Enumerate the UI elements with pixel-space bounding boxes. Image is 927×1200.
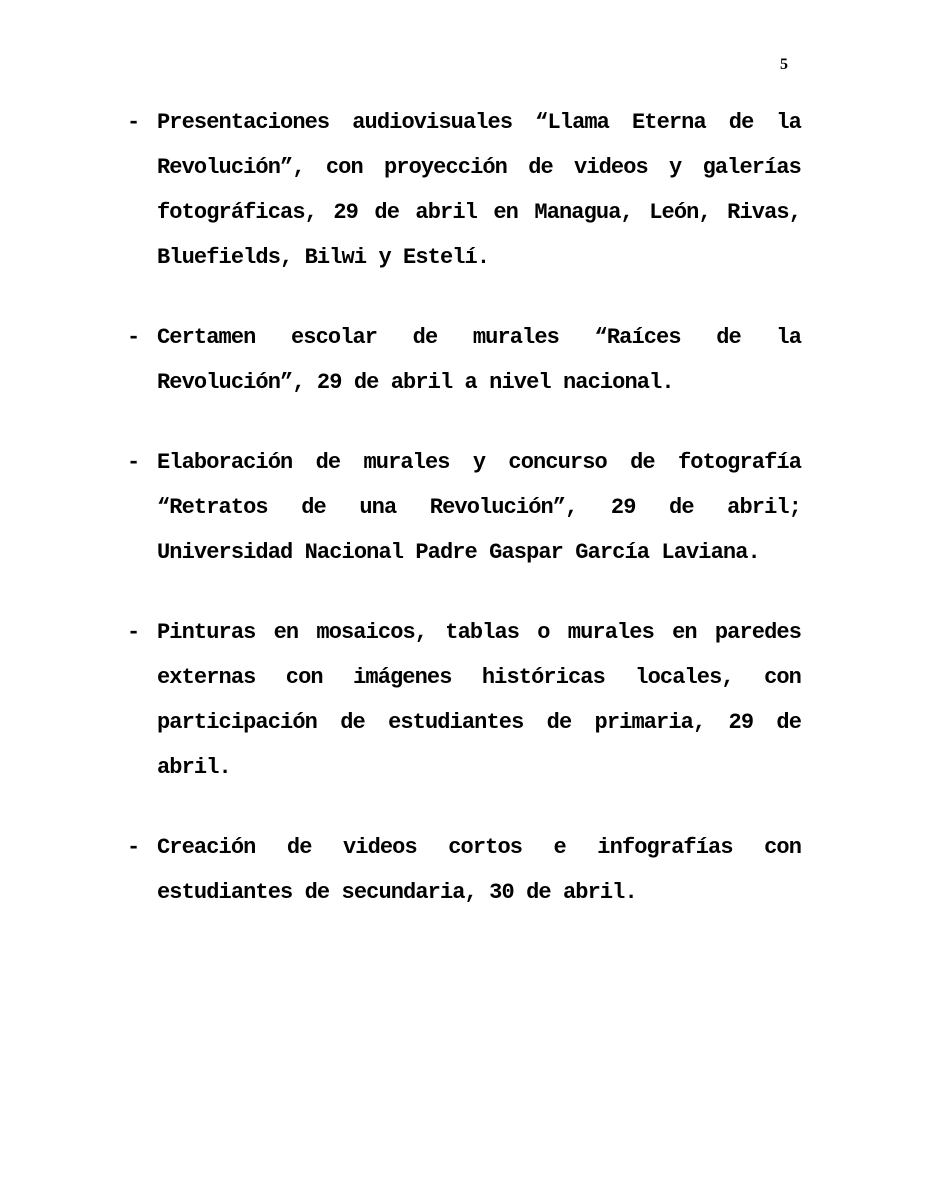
list-item-text: Presentaciones audiovisuales “Llama Eterna de la Revolución”, con proyección de videos y galerías fotográficas, 29 de abril en Managua, León, Rivas, Bluefields, Bilwi y Estelí. xyxy=(157,110,801,270)
page-number: 5 xyxy=(780,56,788,73)
list-item xyxy=(127,440,801,575)
list-bullet: - xyxy=(127,450,141,475)
list-item xyxy=(127,315,801,405)
activity-list xyxy=(127,100,801,950)
list-item-text: Certamen escolar de murales “Raíces de la Revolución”, 29 de abril a nivel nacional. xyxy=(157,325,801,395)
list-bullet: - xyxy=(127,110,141,135)
list-bullet: - xyxy=(127,620,141,645)
list-item xyxy=(127,610,801,790)
list-bullet: - xyxy=(127,835,141,860)
list-item-text: Pinturas en mosaicos, tablas o murales en paredes externas con imágenes históricas locales, con participación de estudiantes de primaria, 29 de abril. xyxy=(157,620,801,780)
list-item-text: Elaboración de murales y concurso de fotografía “Retratos de una Revolución”, 29 de abril; Universidad Nacional Padre Gaspar García Laviana. xyxy=(157,450,801,565)
list-item-text: Creación de videos cortos e infografías con estudiantes de secundaria, 30 de abril. xyxy=(157,835,801,905)
list-item xyxy=(127,825,801,915)
list-bullet: - xyxy=(127,325,141,350)
list-item xyxy=(127,100,801,280)
